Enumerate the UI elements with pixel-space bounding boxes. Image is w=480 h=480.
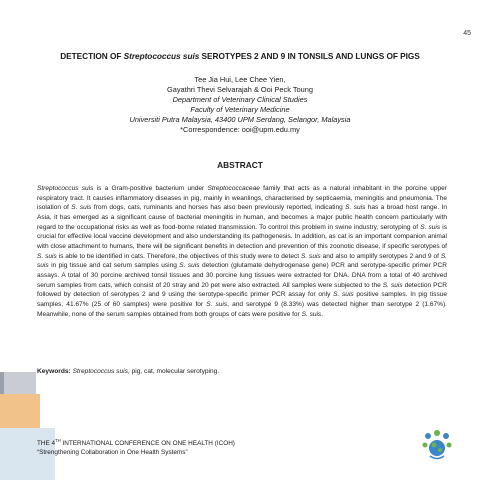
abstract-text: detection PCR followed by detection of serotypes 2 and 9 using the serotype-specific primer PCR assay for only (37, 281, 447, 299)
abstract-species-short: S. suis (420, 223, 441, 231)
abstract-text: is able to be identified in cats. Therefore, the objectives of this study were to detect (56, 252, 301, 260)
abstract-species-short: S. suis (301, 310, 322, 318)
footer-conference-theme: “Strengthening Collaboration in One Health Systems” (37, 449, 188, 456)
title-part2: SEROTYPES 2 AND 9 IN TONSILS AND LUNGS OF PIGS (199, 51, 420, 61)
footer-conf-post: INTERNATIONAL CONFERENCE ON ONE HEALTH (ICOH) (60, 440, 235, 447)
decorative-orange-block (0, 394, 40, 428)
affiliation-university: Universiti Putra Malaysia, 43400 UPM Serdang, Selangor, Malaysia (129, 115, 351, 124)
abstract-species-short: S. suis (37, 252, 447, 270)
footer-conf-pre: THE 4 (37, 440, 56, 447)
abstract-species-short: S. suis (71, 204, 92, 212)
abstract-text: family that acts as a natural inhabitant in the porcine upper respiratory tract. It causes inflammatory diseases in pig, mainly in weanlings, characterised by septicaemia, meningitis and pneumonia. The isolation of (37, 185, 447, 212)
author-block (0, 75, 480, 135)
abstract-text: in pig tissue and cat serum samples using (48, 262, 180, 270)
abstract-body (37, 184, 447, 319)
correspondence-email: *Correspondence: ooi@upm.edu.my (180, 125, 300, 134)
abstract-family: Streptococcaceae (207, 185, 260, 192)
abstract-species-short: S. suis (179, 262, 200, 270)
abstract-species-short: S. suis (300, 252, 321, 260)
decorative-strip (0, 372, 4, 394)
abstract-text: and also to amplify serotypes 2 and 9 of (320, 252, 441, 260)
abstract-species-short: S. suis (333, 291, 354, 299)
footer-conf-sup: TH (55, 437, 61, 443)
paper-title (20, 51, 460, 61)
abstract-species-short: S. suis (206, 300, 228, 308)
abstract-species: Streptococcus suis (37, 185, 94, 192)
abstract-species-short: S. suis (345, 204, 366, 212)
authors-line-2: Gayathri Thevi Selvarajah & Ooi Peck Toung (167, 85, 313, 94)
title-part1: DETECTION OF (60, 51, 124, 61)
keywords-species: Streptococcus suis (72, 368, 128, 375)
keywords-label: Keywords: (37, 368, 71, 375)
conference-logo-icon (420, 428, 454, 462)
abstract-text: is a Gram-positive bacterium under (93, 185, 208, 192)
affiliation-department: Department of Veterinary Clinical Studies (172, 95, 308, 104)
title-species: Streptococcus suis (123, 51, 200, 61)
abstract-text: positive samples. In pig tissue samples, 41.67% (25 of 60 samples) were positive for (37, 291, 447, 308)
authors-line-1: Tee Jia Hui, Lee Chee Yien, (194, 75, 286, 84)
keywords-rest: , pig, cat, molecular serotyping. (127, 368, 220, 375)
abstract-species-short: S. suis (382, 281, 403, 289)
abstract-text: detection (glutamate dehydrogenase gene) PCR and serotype-specific primer PCR assays. A total of 30 porcine archived tonsil tissues and 30 porcine lung tissues were extracted for DNA. DNA from a total of 40 archived serum samples from cats, which consist of 20 stray and 20 pet were also extracted. All samples were subjected to the (37, 262, 448, 289)
abstract-text: has a broad host range. In Asia, it has emerged as a significant cause of bacterial meningitis in human, and becomes a major public health concern particularly with regard to the occupational risks as well as food-borne related transmission. To control this problem in swine industry, serotyping of (37, 204, 447, 231)
abstract-text: , and serotype 9 (8.33%) was detected higher than serotype 2 (1.67%). Meanwhile, none of the serum samples obtained from both groups of cats were positive for (37, 300, 447, 318)
abstract-text: . (321, 310, 324, 318)
abstract-species-short: S. suis (37, 252, 57, 260)
page-number: 45 (463, 30, 471, 37)
footer-conference-name (37, 437, 235, 447)
keywords (37, 368, 447, 375)
affiliation-faculty: Faculty of Veterinary Medicine (190, 105, 290, 114)
abstract-text: is crucial for effective local vaccine development and also understanding its pathogenesis. In addition, as cat is an important companion animal with close attachment to humans, there will be significant benefits in detection and prevention of this zoonotic disease, if specific serotypes of (37, 223, 447, 250)
abstract-heading: ABSTRACT (217, 160, 263, 170)
abstract-text: from dogs, cats, ruminants and horses has also been previously reported, indicating (91, 204, 346, 212)
